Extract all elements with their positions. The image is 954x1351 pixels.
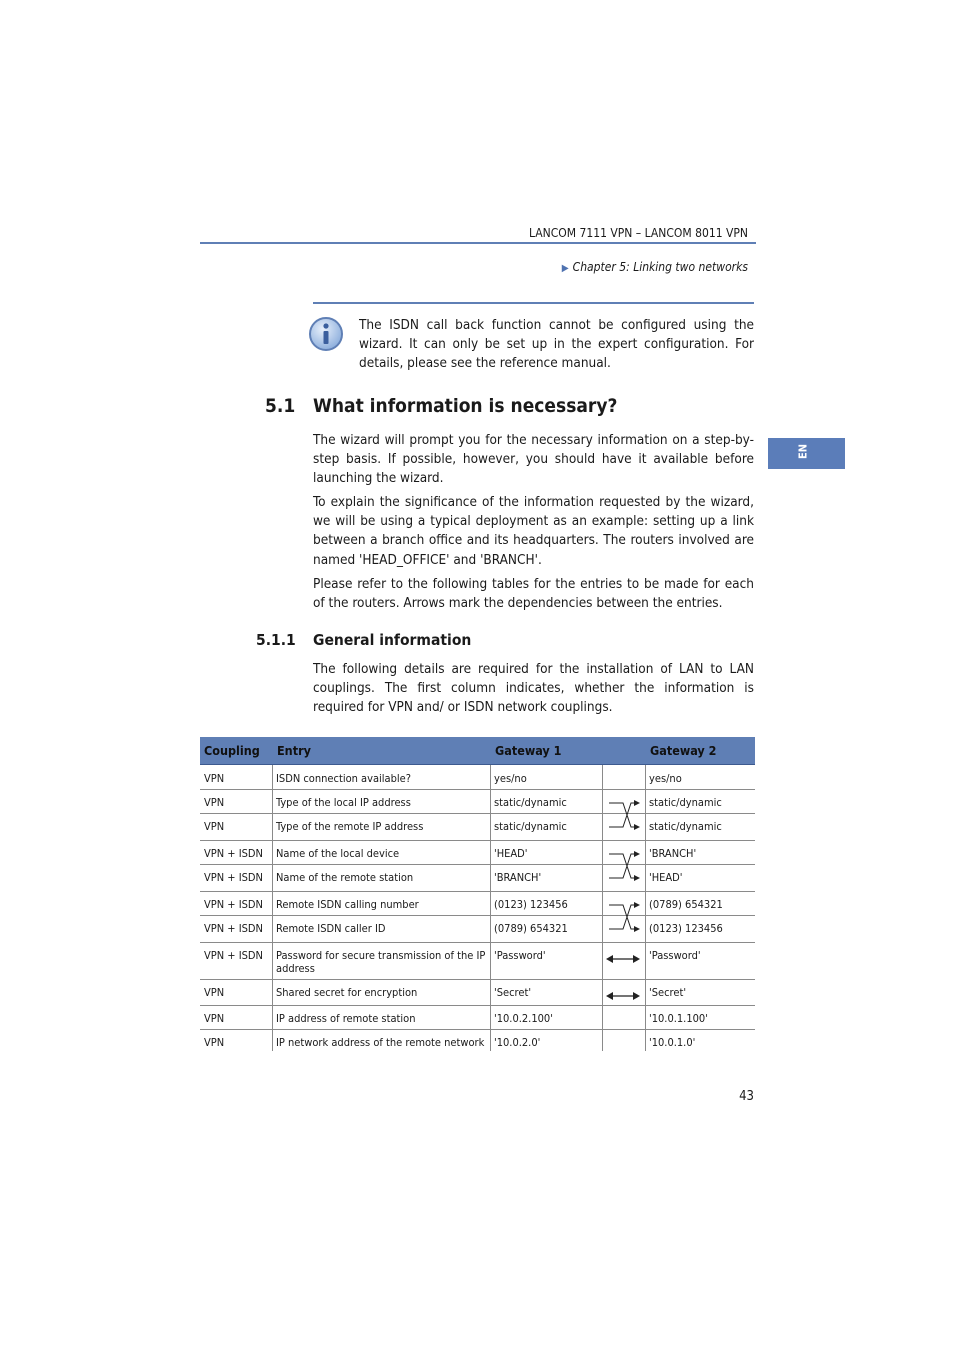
table-cell-entry <box>272 979 490 1005</box>
table-cell-gw1 <box>490 789 602 813</box>
cell-text: VPN + ISDN <box>204 949 263 962</box>
cell-text: Name of the local device <box>276 847 400 860</box>
table-row <box>200 813 755 841</box>
cell-text: (0123) 123456 <box>649 922 723 935</box>
cell-text: static/dynamic <box>494 796 567 809</box>
note-rule <box>313 302 754 304</box>
table-cell-entry <box>272 840 490 864</box>
cell-text: (0789) 654321 <box>649 898 723 911</box>
cell-text: (0789) 654321 <box>494 922 568 935</box>
table-cell-gw2 <box>645 942 755 979</box>
running-header-chapter <box>420 260 748 274</box>
subsection-number: 5.1.1 <box>256 631 296 649</box>
cell-text: 'HEAD' <box>649 871 683 884</box>
cell-text: 'Password' <box>649 949 701 962</box>
column-divider <box>602 765 603 1051</box>
subsection-title: General information <box>313 631 472 649</box>
table-cell-gw2 <box>645 840 755 864</box>
paragraph: The following details are required for the installation of LAN to LAN couplings. The first column indicates, whether the information is required for VPN and/ or ISDN network couplings. <box>313 661 754 716</box>
cell-text: '10.0.1.0' <box>649 1036 696 1049</box>
cell-text: VPN <box>204 820 225 833</box>
table-row <box>200 915 755 943</box>
table-cell-entry <box>272 942 490 979</box>
table-row <box>200 789 755 814</box>
column-divider <box>490 765 491 1051</box>
table-cell-entry <box>272 1029 490 1051</box>
cell-text: Type of the remote IP address <box>276 820 424 833</box>
cell-text: static/dynamic <box>494 820 567 833</box>
table-header <box>200 737 755 765</box>
table-cell-gw1 <box>490 1029 602 1051</box>
cell-text: VPN + ISDN <box>204 922 263 935</box>
table-cell-gw2 <box>645 915 755 942</box>
cell-text: IP network address of the remote network <box>276 1036 485 1049</box>
table-cell-coupling <box>200 840 272 864</box>
cross-dependency-arrow-icon <box>605 897 641 941</box>
table-cell-entry <box>272 813 490 840</box>
table-cell-coupling <box>200 942 272 979</box>
cell-text: IP address of remote station <box>276 1012 416 1025</box>
cell-text: static/dynamic <box>649 796 722 809</box>
col-gateway2: Gateway 2 <box>650 743 717 758</box>
cell-text: 'Password' <box>494 949 546 962</box>
section-title: What information is necessary? <box>313 395 618 417</box>
cell-text: 'Secret' <box>649 986 687 999</box>
cell-text: 'BRANCH' <box>649 847 697 860</box>
double-arrow-icon <box>605 950 641 969</box>
table-cell-gw1 <box>490 942 602 979</box>
cell-text: Remote ISDN caller ID <box>276 922 386 935</box>
table-cell-entry <box>272 789 490 813</box>
table-row <box>200 765 755 790</box>
table-cell-coupling <box>200 765 272 789</box>
running-header-product: LANCOM 7111 VPN – LANCOM 8011 VPN <box>528 226 748 240</box>
header-rule <box>200 242 756 244</box>
table-cell-gw2 <box>645 813 755 840</box>
cell-text: yes/no <box>494 772 527 785</box>
language-tab-label: EN <box>796 443 810 460</box>
table-row <box>200 840 755 865</box>
cell-text: '10.0.1.100' <box>649 1012 708 1025</box>
table-cell-coupling <box>200 864 272 891</box>
cross-dependency-arrow-icon <box>605 846 641 890</box>
paragraph: To explain the significance of the information requested by the wizard, we will be using a typical deployment as an example: setting up a link between a branch office and its headquarters. The routers involved are named 'HEAD_OFFICE' and 'BRANCH'. <box>313 494 754 568</box>
table-cell-coupling <box>200 915 272 942</box>
table-cell-gw2 <box>645 1029 755 1051</box>
triangle-icon: ▶ <box>561 263 569 274</box>
table-cell-gw2 <box>645 979 755 1005</box>
cell-text: ISDN connection available? <box>276 772 411 785</box>
table-row <box>200 1029 755 1051</box>
table-cell-coupling <box>200 891 272 915</box>
paragraph: Please refer to the following tables for the entries to be made for each of the routers. Arrows mark the dependencies between the entries. <box>313 576 754 612</box>
cell-text: static/dynamic <box>649 820 722 833</box>
table-row <box>200 891 755 916</box>
cell-text: VPN <box>204 986 225 999</box>
table-cell-gw1 <box>490 840 602 864</box>
cell-text: Password for secure transmission of the IP address <box>276 949 486 975</box>
table-cell-entry <box>272 891 490 915</box>
cell-text: '10.0.2.100' <box>494 1012 553 1025</box>
table-cell-entry <box>272 864 490 891</box>
table-cell-coupling <box>200 1029 272 1051</box>
language-tab <box>768 438 845 469</box>
double-arrow-icon <box>605 987 641 1006</box>
table-row <box>200 979 755 1006</box>
cell-text: '10.0.2.0' <box>494 1036 541 1049</box>
table-cell-gw2 <box>645 891 755 915</box>
table-cell-gw2 <box>645 789 755 813</box>
page-number: 43 <box>739 1089 754 1104</box>
table-cell-gw1 <box>490 891 602 915</box>
table-cell-gw2 <box>645 765 755 789</box>
table-cell-entry <box>272 915 490 942</box>
table-row <box>200 942 755 980</box>
column-divider <box>645 765 646 1051</box>
table-cell-gw1 <box>490 864 602 891</box>
table-cell-gw2 <box>645 864 755 891</box>
cell-text: Remote ISDN calling number <box>276 898 419 911</box>
paragraph: The wizard will prompt you for the necessary information on a step-by-step basis. If possible, however, you should have it available before launching the wizard. <box>313 432 754 487</box>
section-number: 5.1 <box>265 395 296 417</box>
cell-text: VPN + ISDN <box>204 898 263 911</box>
cell-text: VPN <box>204 1036 225 1049</box>
table-row <box>200 1005 755 1030</box>
cross-dependency-arrow-icon <box>605 795 641 839</box>
table-cell-gw2 <box>645 1005 755 1029</box>
cell-text: yes/no <box>649 772 682 785</box>
cell-text: VPN <box>204 1012 225 1025</box>
table-row <box>200 864 755 892</box>
table-cell-gw1 <box>490 979 602 1005</box>
cell-text: VPN + ISDN <box>204 847 263 860</box>
col-entry: Entry <box>277 743 311 758</box>
column-divider <box>272 765 273 1051</box>
table-cell-coupling <box>200 813 272 840</box>
cell-text: VPN <box>204 772 225 785</box>
note-text: The ISDN call back function cannot be configured using the wizard. It can only be set up in the expert configuration. For details, please see the reference manual. <box>359 317 754 371</box>
col-gateway1: Gateway 1 <box>495 743 562 758</box>
table-cell-gw1 <box>490 813 602 840</box>
info-icon <box>308 316 344 352</box>
table-cell-gw1 <box>490 1005 602 1029</box>
cell-text: 'BRANCH' <box>494 871 542 884</box>
table-cell-gw1 <box>490 765 602 789</box>
table-cell-entry <box>272 1005 490 1029</box>
cell-text: (0123) 123456 <box>494 898 568 911</box>
cell-text: 'HEAD' <box>494 847 528 860</box>
table-cell-entry <box>272 765 490 789</box>
chapter-label: Chapter 5: Linking two networks <box>572 260 748 274</box>
table-cell-coupling <box>200 789 272 813</box>
cell-text: 'Secret' <box>494 986 532 999</box>
cell-text: Shared secret for encryption <box>276 986 418 999</box>
table-cell-coupling <box>200 1005 272 1029</box>
cell-text: VPN + ISDN <box>204 871 263 884</box>
cell-text: VPN <box>204 796 225 809</box>
table-cell-coupling <box>200 979 272 1005</box>
table-cell-gw1 <box>490 915 602 942</box>
col-coupling: Coupling <box>204 743 260 758</box>
cell-text: Type of the local IP address <box>276 796 411 809</box>
cell-text: Name of the remote station <box>276 871 414 884</box>
